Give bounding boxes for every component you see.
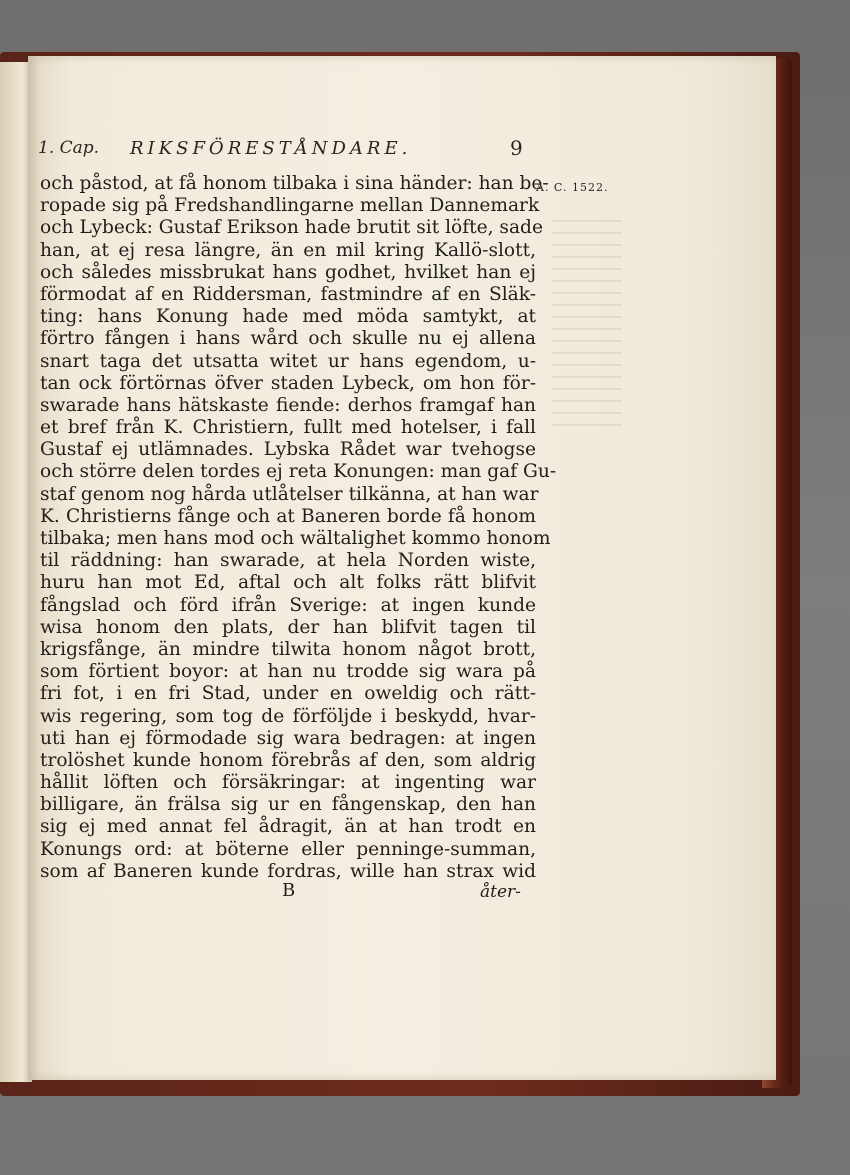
- text-line: ting: hans Konung hade med möda samtykt, at: [40, 306, 536, 328]
- text-line: fri fot, i en fri Stad, under en oweldig och rätt-: [40, 683, 536, 705]
- text-line: Gustaf ej utlämnades. Lybska Rådet war tvehogse: [40, 439, 536, 461]
- text-line: tilbaka; men hans mod och wältalighet kommo honom: [40, 528, 551, 549]
- chapter-label: 1. Cap.: [38, 138, 100, 158]
- text-line: sig ej med annat fel ådragit, än at han trodt en: [40, 816, 536, 838]
- text-line: som förtient boyor: at han nu trodde sig wara på: [40, 661, 536, 683]
- text-line: trolöshet kunde honom förebrås af den, som aldrig: [40, 749, 536, 771]
- text-line: staf genom nog hårda utlåtelser tilkänna, at han war: [40, 483, 539, 505]
- text-line: förtro fången i hans wård och skulle nu ej allena: [40, 328, 536, 350]
- show-through: [552, 220, 622, 430]
- text-line: och påstod, at få honom tilbaka i sina händer: han be-: [40, 173, 549, 194]
- running-head: [38, 138, 538, 162]
- text-line: wis regering, som tog de förföljde i beskydd, hvar-: [40, 705, 536, 727]
- margin-note: A. C. 1522.: [536, 181, 609, 194]
- text-line: huru han mot Ed, aftal och alt folks rätt blifvit: [40, 572, 536, 594]
- text-line: tan ock förtörnas öfver staden Lybeck, om hon för-: [40, 372, 536, 394]
- text-line: och Lybeck: Gustaf Erikson hade brutit sit löfte, sade: [40, 217, 543, 239]
- text-line: och således missbrukat hans godhet, hvilket han ej: [40, 261, 536, 283]
- text-line: ropade sig på Fredshandlingarne mellan Dannemark: [40, 195, 540, 217]
- text-line: swarade hans hätskaste fiende: derhos framgaf han: [40, 394, 536, 416]
- text-line: krigsfånge, än mindre tilwita honom något brott,: [40, 638, 536, 660]
- text-line: uti han ej förmodade sig wara bedragen: at ingen: [40, 727, 536, 749]
- signature-mark: B: [282, 880, 296, 901]
- body-text: [40, 173, 557, 883]
- page-number: 9: [510, 136, 523, 160]
- text-line: et bref från K. Christiern, fullt med hotelser, i fall: [40, 417, 536, 439]
- text-line: och större delen tordes ej reta Konungen: man gaf Gu-: [40, 461, 557, 483]
- text-line: hållit löften och försäkringar: at ingenting war: [40, 772, 536, 794]
- text-line: K. Christierns fånge och at Baneren borde få honom: [40, 505, 536, 527]
- catchword: åter-: [480, 882, 521, 902]
- text-line: fångslad och förd ifrån Sverige: at ingen kunde: [40, 594, 536, 616]
- text-line: til räddning: han swarade, at hela Norden wiste,: [40, 550, 536, 572]
- text-line: wisa honom den plats, der han blifvit tagen til: [40, 616, 536, 638]
- text-line: förmodat af en Riddersman, fastmindre af en Släk-: [40, 283, 536, 305]
- text-line: billigare, än frälsa sig ur en fångenskap, den han: [40, 794, 536, 816]
- text-line: Konungs ord: at böterne eller penninge-summan,: [40, 838, 536, 860]
- page-title: RIKSFÖRESTÅNDARE.: [130, 138, 412, 159]
- text-line: snart taga det utsatta witet ur hans egendom, u-: [40, 350, 536, 372]
- text-line: han, at ej resa längre, än en mil kring Kallö-slott,: [40, 239, 536, 261]
- text-line: som af Baneren kunde fordras, wille han strax wid: [40, 860, 536, 882]
